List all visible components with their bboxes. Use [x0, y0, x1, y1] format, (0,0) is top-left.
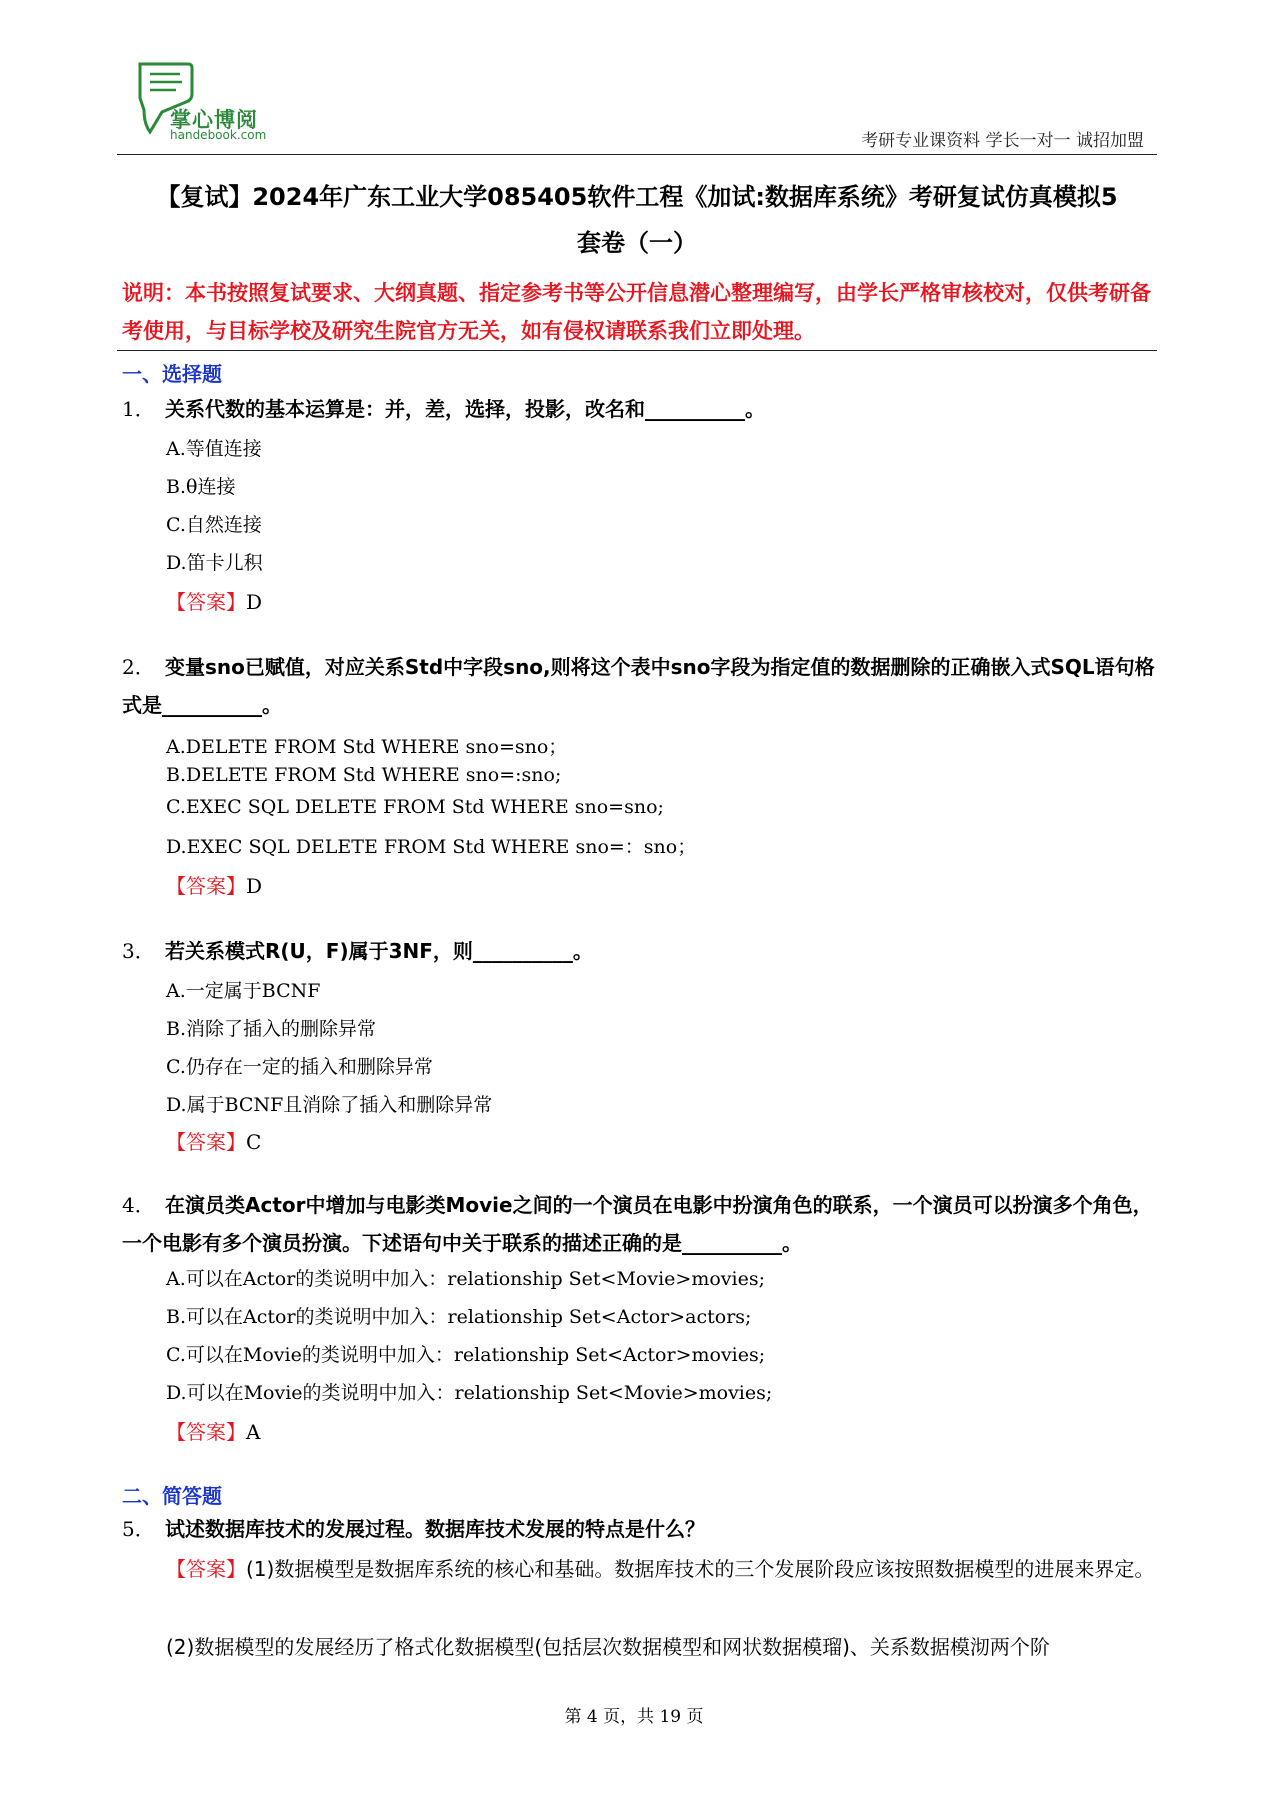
question-text: 试述数据库技术的发展过程。数据库技术发展的特点是什么？: [165, 1517, 705, 1541]
answer-value: A: [246, 1420, 261, 1444]
logo-url: handebook.com: [170, 128, 267, 142]
question-number: 1．: [122, 397, 155, 421]
option-3d: D.属于BCNF且消除了插入和删除异常: [166, 1094, 493, 1116]
question-text: 在演员类Actor中增加与电影类Movie之间的一个演员在电影中扮演角色的联系，一个演员可以扮演多个角色，一个电影有多个演员扮演。下述语句中关于联系的描述正确的是__________。: [122, 1193, 1153, 1255]
option-3c: C.仍存在一定的插入和删除异常: [166, 1056, 433, 1078]
document-title: [117, 174, 1157, 266]
title-line-1: 【复试】2024年广东工业大学085405软件工程《加试:数据库系统》考研复试仿真模拟5: [156, 183, 1118, 211]
option-2a: A.DELETE FROM Std WHERE sno=sno；: [166, 736, 568, 758]
section-heading-short-answer: 二、简答题: [122, 1484, 222, 1508]
question-number: 4．: [122, 1193, 155, 1217]
answer-1: [166, 586, 262, 615]
answer-2: [166, 870, 262, 899]
option-4b: B.可以在Actor的类说明中加入：relationship Set<Actor>actors;: [166, 1306, 752, 1328]
option-2c: C.EXEC SQL DELETE FROM Std WHERE sno=sno;: [166, 796, 664, 818]
answer-4: [166, 1416, 260, 1445]
question-number: 5．: [122, 1517, 155, 1541]
answer-value: D: [246, 590, 263, 614]
answer-label: 【答案】: [166, 1130, 246, 1154]
option-1a: A.等值连接: [166, 438, 262, 460]
option-3b: B.消除了插入的删除异常: [166, 1018, 377, 1040]
question-text: 变量sno已赋值，对应关系Std中字段sno,则将这个表中sno字段为指定值的数据删除的正确嵌入式SQL语句格式是__________。: [122, 655, 1155, 717]
logo-text: 掌心博阅: [170, 108, 258, 132]
question-1: [122, 390, 1162, 428]
answer-label: 【答案】: [166, 874, 246, 898]
option-4a: A.可以在Actor的类说明中加入：relationship Set<Movie>movies;: [166, 1268, 766, 1290]
answer-3: [166, 1126, 261, 1155]
option-2b: B.DELETE FROM Std WHERE sno=:sno;: [166, 764, 562, 786]
answer-value: C: [246, 1130, 262, 1154]
page-number: 第 4 页，共 19 页: [564, 1707, 704, 1727]
answer-label: 【答案】: [166, 1420, 246, 1444]
answer-label: 【答案】: [166, 1557, 246, 1581]
option-4d: D.可以在Movie的类说明中加入：relationship Set<Movie>movies;: [166, 1382, 773, 1404]
option-1b: B.θ连接: [166, 476, 236, 498]
option-1d: D.笛卡儿积: [166, 552, 263, 574]
option-4c: C.可以在Movie的类说明中加入：relationship Set<Actor>movies;: [166, 1344, 766, 1366]
answer-5-paragraph-2: (2)数据模型的发展经历了格式化数据模型(包括层次数据模型和网状数据模瑠)、关系数据模沏两个阶: [166, 1635, 1050, 1659]
answer-label: 【答案】: [166, 590, 246, 614]
notice-divider: [117, 350, 1157, 351]
header-tagline: 考研专业课资料 学长一对一 诚招加盟: [861, 131, 1144, 151]
option-1c: C.自然连接: [166, 514, 262, 536]
section-heading-choice: 一、选择题: [122, 362, 222, 386]
question-4: [122, 1186, 1162, 1262]
header-divider: [117, 154, 1157, 155]
question-5: [122, 1510, 1162, 1548]
question-number: 2．: [122, 655, 155, 679]
title-line-2: 套卷（一）: [577, 229, 697, 257]
answer-value: D: [246, 874, 263, 898]
question-number: 3．: [122, 939, 155, 963]
question-text: 关系代数的基本运算是：并，差，选择，投影，改名和__________。: [165, 397, 765, 421]
option-3a: A.一定属于BCNF: [166, 980, 321, 1002]
option-2d: D.EXEC SQL DELETE FROM Std WHERE sno=：sno；: [166, 836, 697, 858]
answer-text: (1)数据模型是数据库系统的核心和基础。数据库技术的三个发展阶段应该按照数据模型的进展来界定。: [246, 1557, 1155, 1581]
question-text: 若关系模式R(U，F)属于3NF，则__________。: [165, 939, 593, 963]
answer-5-paragraph-1: [122, 1550, 1162, 1588]
question-2: [122, 648, 1162, 724]
question-3: [122, 932, 1162, 970]
notice-text: 说明：本书按照复试要求、大纲真题、指定参考书等公开信息潜心整理编写，由学长严格审核校对，仅供考研备考使用，与目标学校及研究生院官方无关，如有侵权请联系我们立即处理。: [122, 281, 1151, 343]
